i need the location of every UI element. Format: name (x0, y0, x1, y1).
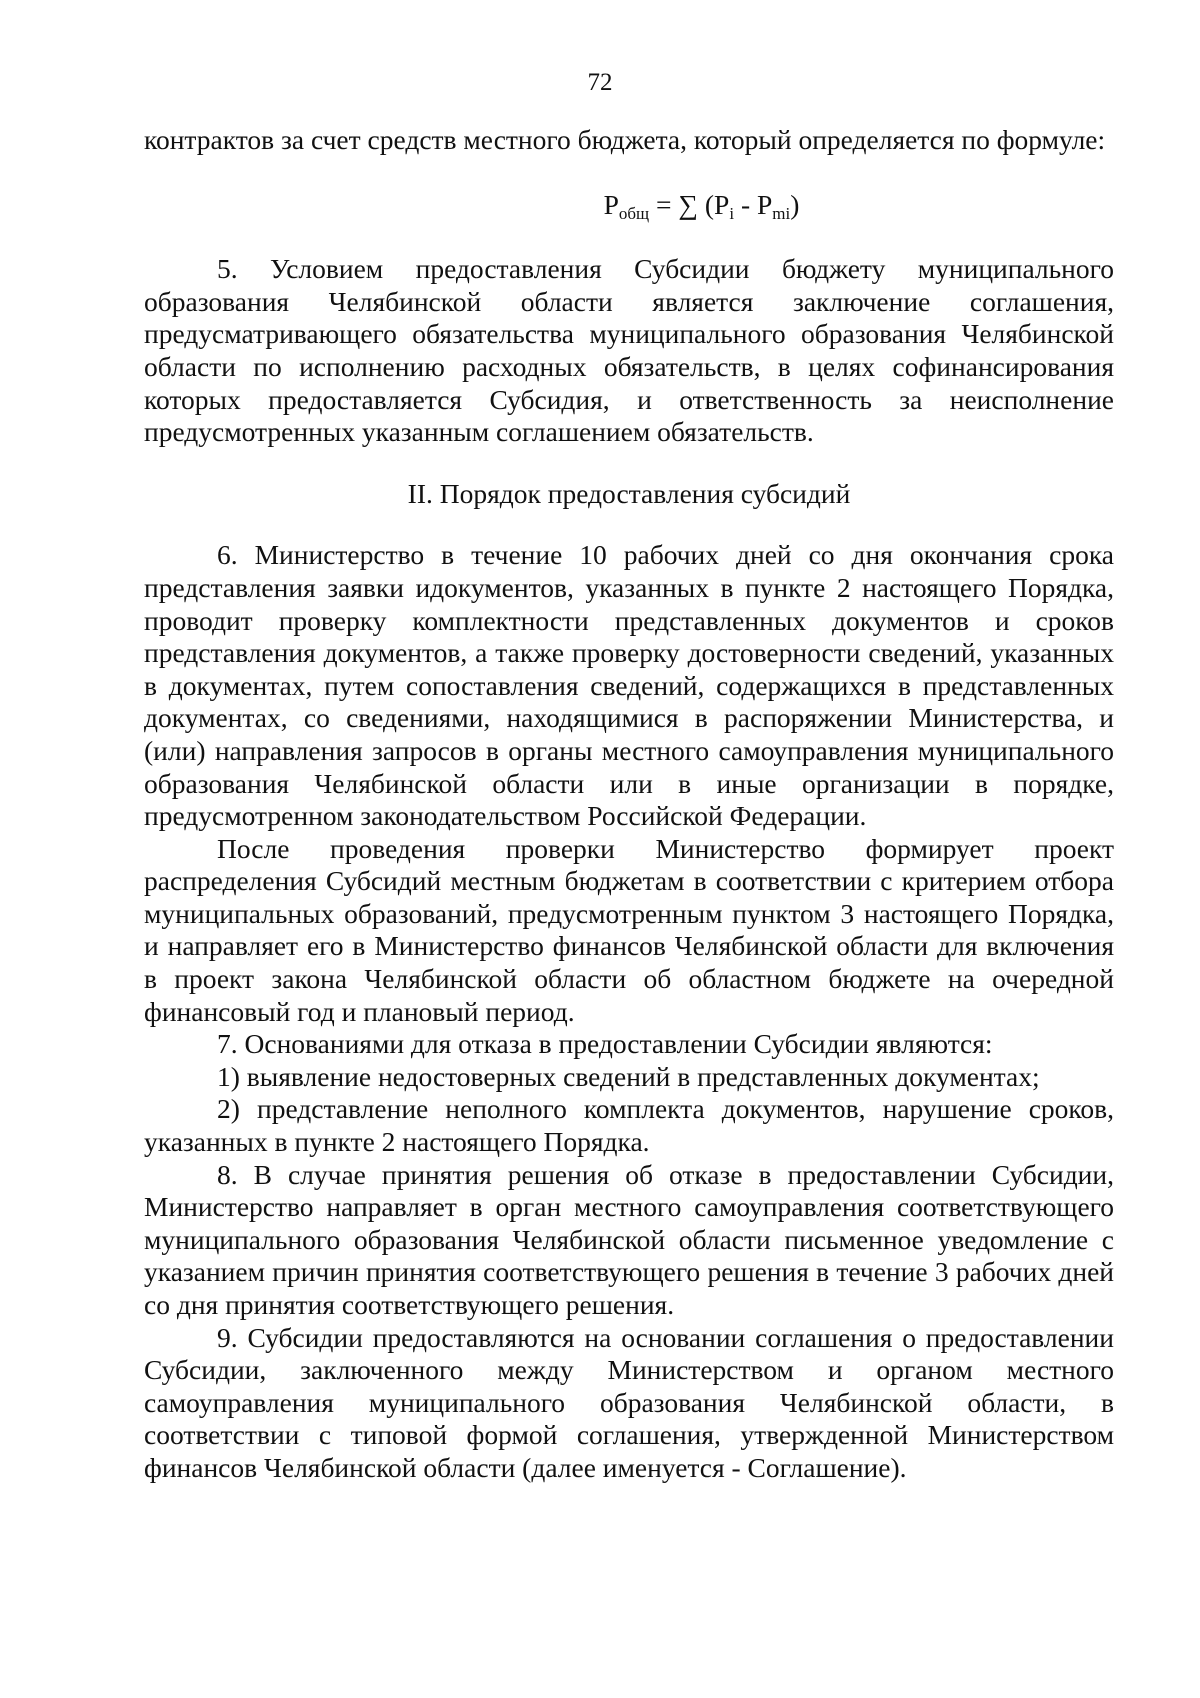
paragraph-7-item-2: 2) представление неполного комплекта документов, нарушение сроков, указанных в пункте 2 настоящего Порядка. (144, 1093, 1114, 1158)
formula-lhs-subscript: общ (618, 203, 650, 223)
intro-paragraph: контрактов за счет средств местного бюджета, который определяется по формуле: (144, 124, 1106, 155)
formula-middle: = ∑ (P (649, 188, 730, 220)
formula-subscript-i: i (729, 203, 735, 223)
paragraph-6: 6. Министерство в течение 10 рабочих дней со дня окончания срока представления заявки идокументов, указанных в пункте 2 настоящего Порядка, проводит проверку комплектности представленных документов и сроков представления документов, а также проверку достоверности сведений, указанных в документах, путем сопоставления сведений, содержащихся в представленных документах, со сведениями, находящимися в распоряжении Министерства, и (или) направления запросов в органы местного самоуправления муниципального образования Челябинской области или в иные организации в порядке, предусмотренном законодательством Российской Федерации. (144, 539, 1114, 832)
paragraph-7-item-1: 1) выявление недостоверных сведений в представленных документах; (217, 1060, 1040, 1092)
document-body (144, 124, 1114, 1485)
page-number: 72 (587, 69, 613, 96)
paragraph-8: 8. В случае принятия решения об отказе в предоставлении Субсидии, Министерство направляет в орган местного самоуправления соответствующего муниципального образования Челябинской области письменное уведомление с указанием причин принятия соответствующего решения в течение 3 рабочих дней со дня принятия соответствующего решения. (144, 1158, 1114, 1320)
formula-lhs: P (603, 188, 619, 220)
formula (144, 189, 1114, 222)
formula-minus: - P (734, 188, 773, 220)
paragraph-5: 5. Условием предоставления Субсидии бюджету муниципального образования Челябинской области является заключение соглашения, предусматривающего обязательства муниципального образования Челябинской области по исполнению расходных обязательств, в целях софинансирования которых предоставляется Субсидия, и ответственность за неисполнение предусмотренных указанным соглашением обязательств. (144, 253, 1114, 448)
paragraph-9: 9. Субсидии предоставляются на основании соглашения о предоставлении Субсидии, заключенного между Министерством и органом местного самоуправления муниципального образования Челябинской области, в соответствии с типовой формой соглашения, утвержденной Министерством финансов Челябинской области (далее именуется - Соглашение). (144, 1321, 1114, 1483)
formula-close: ) (790, 188, 800, 220)
paragraph-6-continued: После проведения проверки Министерство формирует проект распределения Субсидий местным бюджетам в соответствии с критерием отбора муниципальных образований, предусмотренным пунктом 3 настоящего Порядка, и направляет его в Министерство финансов Челябинской области для включения в проект закона Челябинской области об областном бюджете на очередной финансовый год и плановый период. (144, 832, 1114, 1027)
paragraph-7: 7. Основаниями для отказа в предоставлении Субсидии являются: (217, 1028, 993, 1060)
section-heading: II. Порядок предоставления субсидий (407, 477, 851, 509)
formula-subscript-mi: mi (772, 203, 791, 223)
